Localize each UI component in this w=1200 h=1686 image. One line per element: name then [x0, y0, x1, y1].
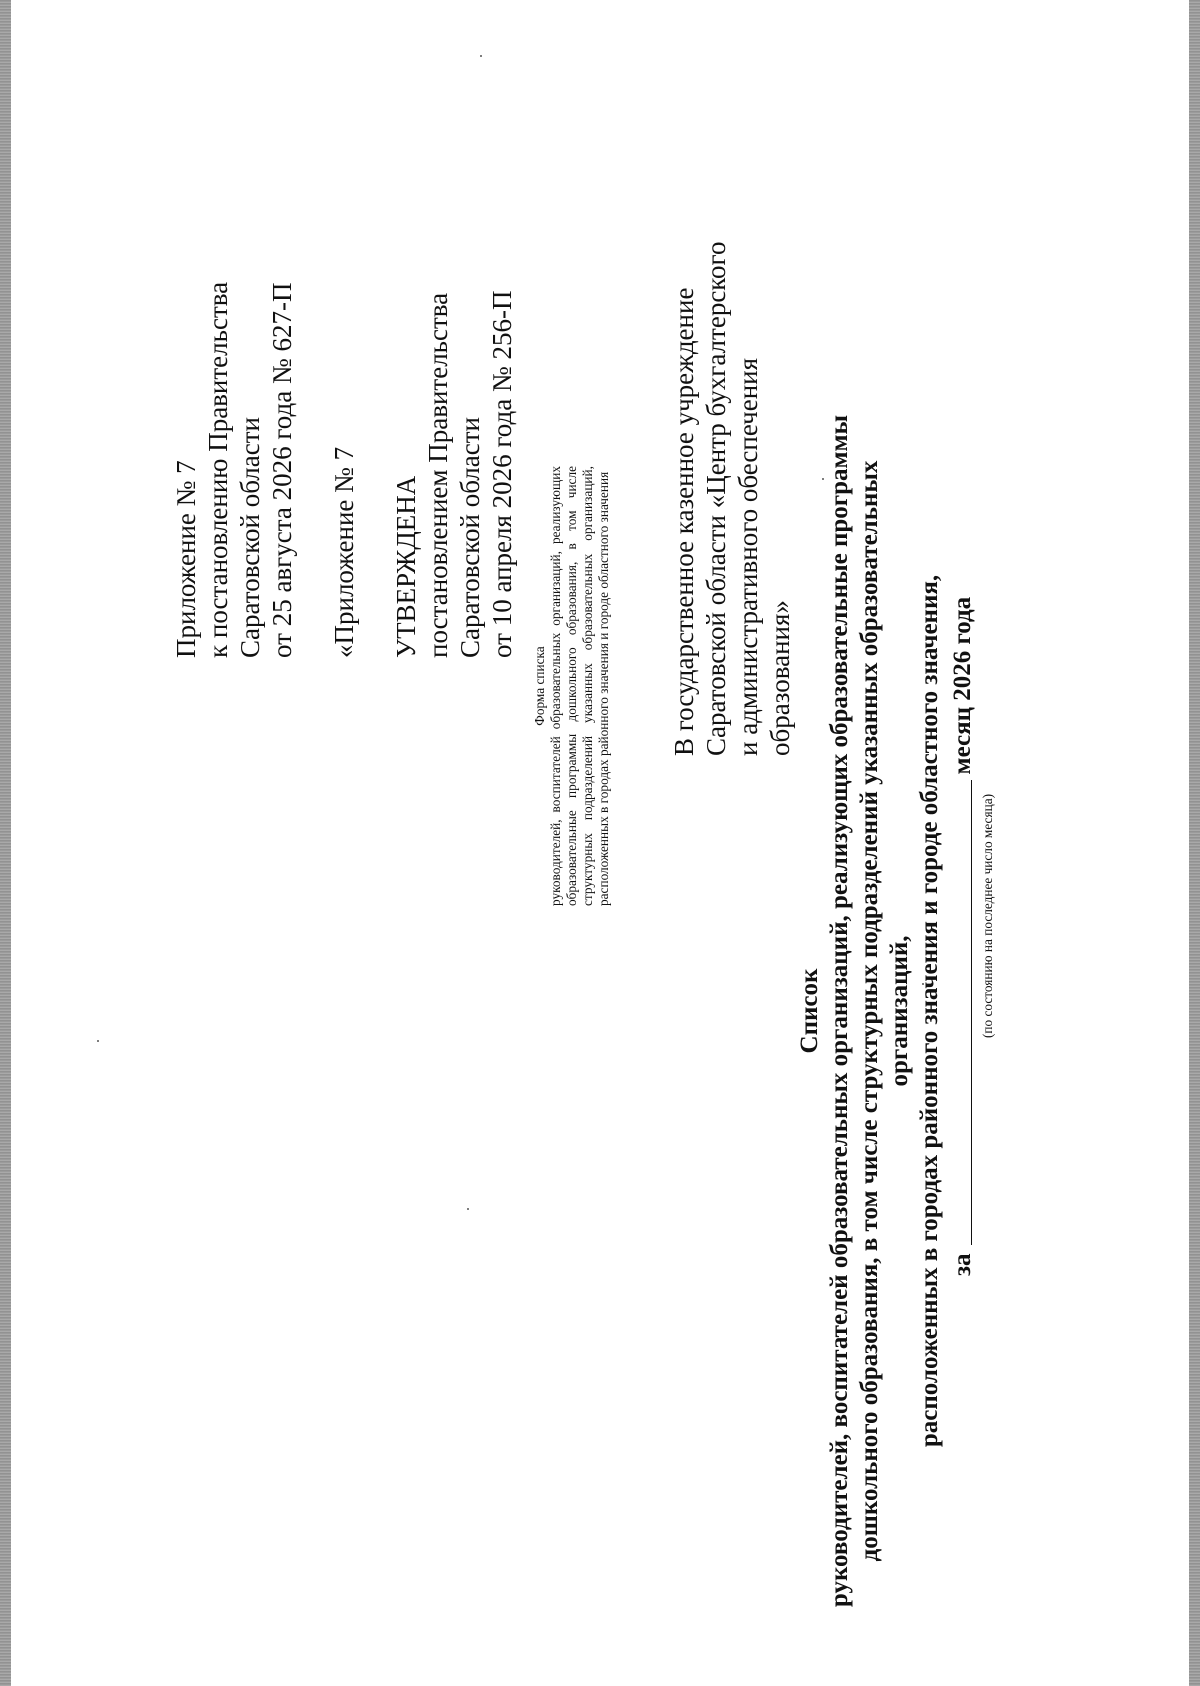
appendix-line: от 25 августа 2026 года № 627-П — [267, 282, 297, 658]
list-heading: Список — [796, 968, 823, 1054]
recipient-line: Саратовской области «Центр бухгалтерского — [701, 241, 731, 756]
appendix-line: Приложение № 7 — [171, 460, 201, 658]
form-caption-body: руководителей, воспитателей образовательных организаций, реализующих образовательные программы дошкольного образования, в том числе структурных подразделений указанных образовательных организаций, расположенных в городах районного значения и городе областного значения — [548, 466, 611, 906]
appendix-line: Саратовской области — [235, 417, 265, 658]
form-caption-title: Форма списка — [532, 646, 547, 726]
recipient-line: В государственное казенное учреждение — [669, 287, 699, 756]
approved-line: постановлением Правительства — [423, 292, 453, 658]
recipient-block — [668, 236, 796, 756]
list-title-line: дошкольного образования, в том числе структурных подразделений указанных образовательных организаций, — [856, 460, 913, 1562]
list-title-line: руководителей, воспитателей образовательных организаций, реализующих образовательные программы — [826, 414, 853, 1608]
list-title-line: расположенных в городах районного значения и городе областного значения, — [916, 574, 943, 1448]
appendix-line: к постановлению Правительства — [203, 281, 233, 658]
approval-block — [170, 138, 518, 658]
approved-line: Саратовской области — [455, 417, 485, 658]
period-blank-field — [971, 780, 972, 1245]
recipient-line: и административного обеспечения образования» — [733, 357, 795, 756]
approved-line: УТВЕРЖДЕНА — [391, 475, 421, 658]
form-caption — [532, 466, 612, 906]
period-prefix: за — [949, 1253, 976, 1276]
list-title — [795, 396, 945, 1626]
period-suffix: месяц 2026 года — [949, 596, 976, 775]
approved-line: от 10 апреля 2026 года № 256-П — [487, 290, 517, 658]
period-note: (по состоянию на последнее число месяца) — [980, 793, 995, 1039]
old-appendix-line: «Приложение № 7 — [329, 446, 359, 658]
period-line — [948, 556, 978, 1276]
